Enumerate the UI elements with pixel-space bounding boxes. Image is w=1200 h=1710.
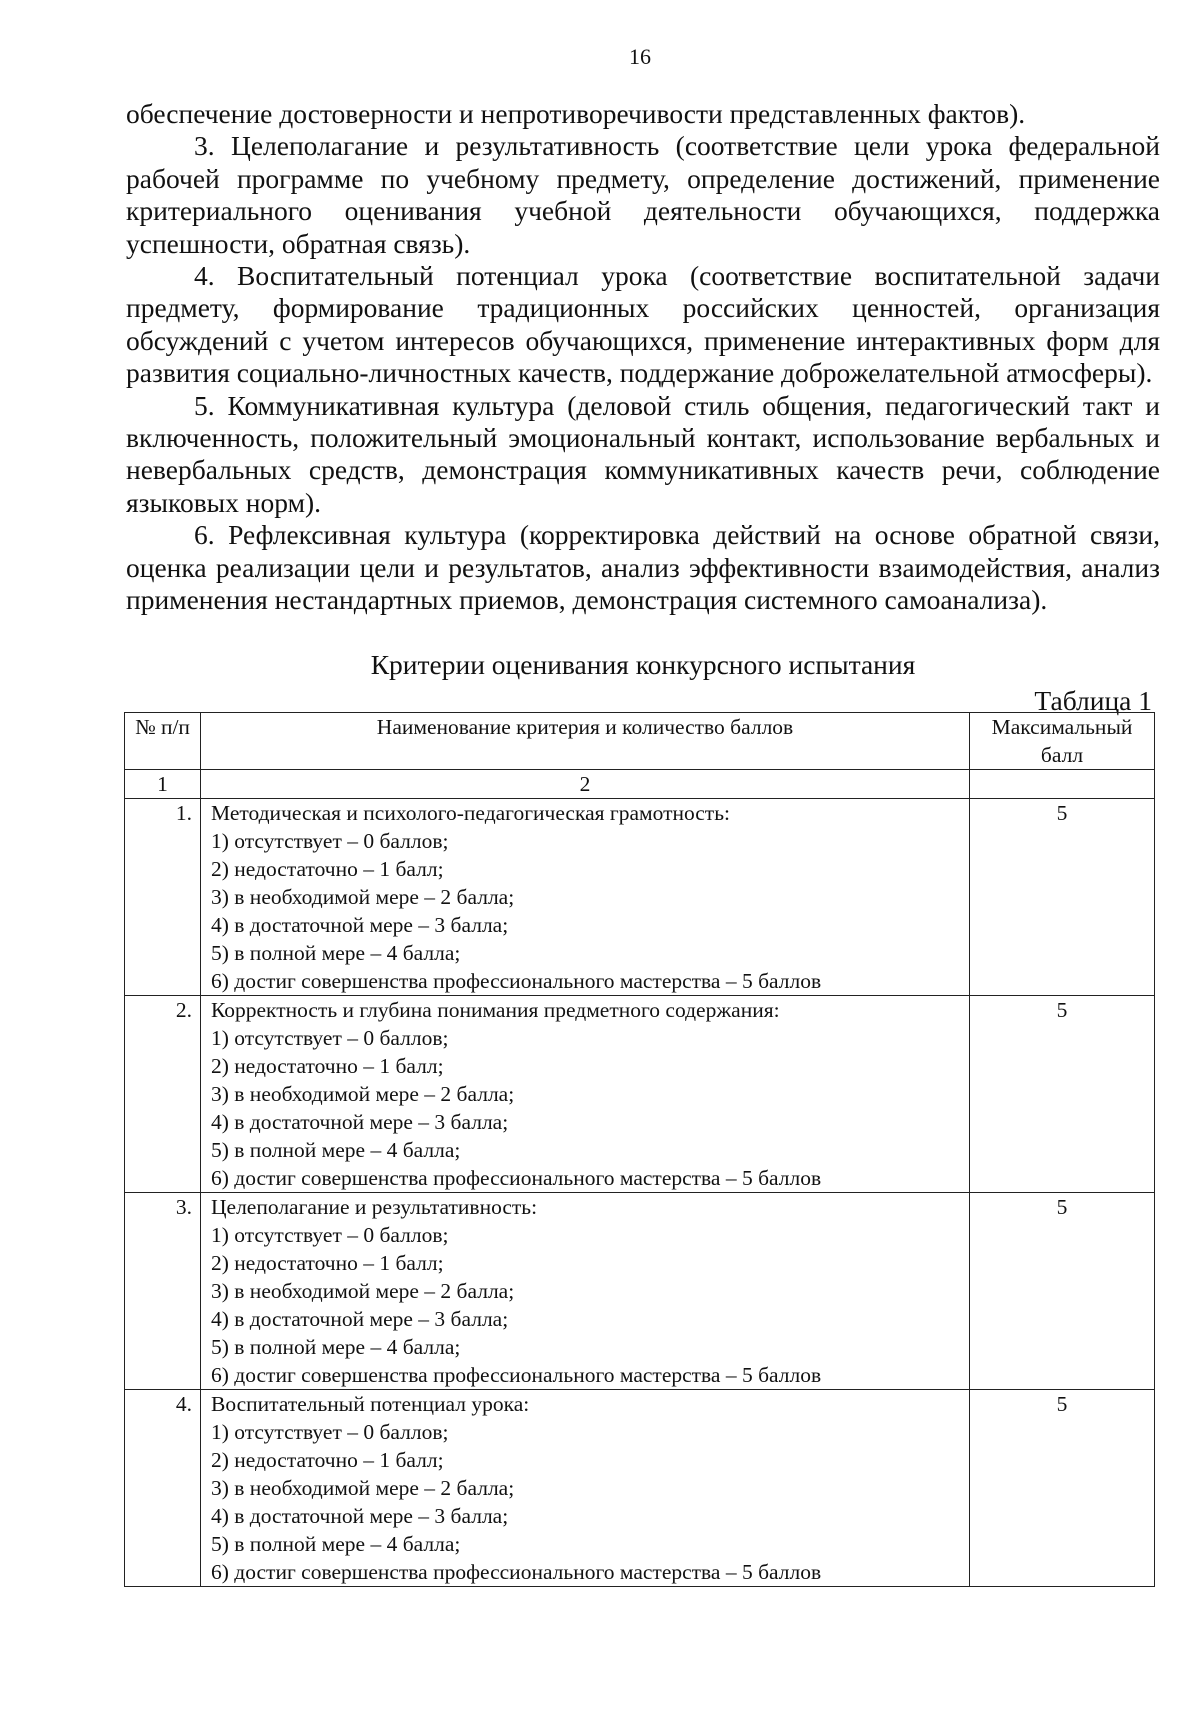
column-number: 1 [125,770,201,799]
criterion-title: Воспитательный потенциал урока: [211,1392,530,1416]
paragraph: 4. Воспитательный потенциал урока (соответствие воспитательной задачи предмету, формирование традиционных российских ценностей, организация обсуждений с учетом интересов обучающихся, применение интерактивных форм для развития социально-личностных качеств, поддержание доброжелательной атмосферы). [126,260,1160,389]
criterion-number: 3. [125,1193,201,1390]
criterion-option: 5) в полной мере – 4 балла; [211,1138,461,1162]
criterion-option: 4) в достаточной мере – 3 балла; [211,913,509,937]
criterion-option: 2) недостаточно – 1 балл; [211,857,444,881]
table-row [125,1390,1155,1587]
criterion-option: 2) недостаточно – 1 балл; [211,1054,444,1078]
header-max-score: Максимальный балл [970,713,1155,770]
criterion-option: 6) достиг совершенства профессионального мастерства – 5 баллов [211,1560,822,1584]
criterion-option: 1) отсутствует – 0 баллов; [211,1420,449,1444]
criterion-option: 5) в полной мере – 4 балла; [211,1532,461,1556]
criterion-number: 1. [125,799,201,996]
table-label: Таблица 1 [1034,685,1152,716]
paragraph: 5. Коммуникативная культура (деловой стиль общения, педагогический такт и включенность, положительный эмоциональный контакт, использование вербальных и невербальных средств, демонстрация коммуникативных качеств речи, соблюдение языковых норм). [126,389,1160,518]
paragraph: 6. Рефлексивная культура (корректировка действий на основе обратной связи, оценка реализации цели и результатов, анализ эффективности взаимодействия, анализ применения нестандартных приемов, демонстрация системного самоанализа). [126,519,1160,616]
column-number [970,770,1155,799]
criterion-option: 5) в полной мере – 4 балла; [211,1335,461,1359]
criteria-table [124,712,1155,1587]
criterion-description [201,799,970,996]
criterion-number: 4. [125,1390,201,1587]
criterion-option: 6) достиг совершенства профессионального мастерства – 5 баллов [211,1363,822,1387]
header-criterion: Наименование критерия и количество баллов [201,713,970,770]
column-number: 2 [201,770,970,799]
criterion-option: 3) в необходимой мере – 2 балла; [211,1082,515,1106]
table-header-row [125,713,1155,770]
criterion-description [201,1193,970,1390]
criterion-max-score: 5 [970,996,1155,1193]
criterion-option: 3) в необходимой мере – 2 балла; [211,1476,515,1500]
criterion-max-score: 5 [970,1390,1155,1587]
criterion-option: 2) недостаточно – 1 балл; [211,1251,444,1275]
criterion-option: 4) в достаточной мере – 3 балла; [211,1504,509,1528]
header-number: № п/п [125,713,201,770]
criterion-description [201,996,970,1193]
criterion-title: Целеполагание и результативность: [211,1195,538,1219]
table-title: Критерии оценивания конкурсного испытания [370,649,916,680]
column-numbering-row [125,770,1155,799]
criterion-number: 2. [125,996,201,1193]
criterion-option: 3) в необходимой мере – 2 балла; [211,1279,515,1303]
paragraph: 3. Целеполагание и результативность (соответствие цели урока федеральной рабочей программе по учебному предмету, определение достижений, применение критериального оценивания учебной деятельности обучающихся, поддержка успешности, обратная связь). [126,130,1160,259]
paragraph: обеспечение достоверности и непротиворечивости представленных фактов). [126,98,1026,129]
body-text [126,98,1160,617]
table-row [125,799,1155,996]
criterion-option: 1) отсутствует – 0 баллов; [211,829,449,853]
criterion-title: Корректность и глубина понимания предметного содержания: [211,998,780,1022]
table-row [125,996,1155,1193]
page-number: 16 [629,44,651,69]
criterion-option: 5) в полной мере – 4 балла; [211,941,461,965]
table-row [125,1193,1155,1390]
criterion-option: 6) достиг совершенства профессионального мастерства – 5 баллов [211,1166,822,1190]
criterion-title: Методическая и психолого-педагогическая грамотность: [211,801,730,825]
criterion-option: 1) отсутствует – 0 баллов; [211,1223,449,1247]
criterion-option: 1) отсутствует – 0 баллов; [211,1026,449,1050]
criterion-option: 2) недостаточно – 1 балл; [211,1448,444,1472]
criterion-option: 3) в необходимой мере – 2 балла; [211,885,515,909]
criterion-description [201,1390,970,1587]
criterion-max-score: 5 [970,1193,1155,1390]
criterion-option: 4) в достаточной мере – 3 балла; [211,1110,509,1134]
criterion-option: 4) в достаточной мере – 3 балла; [211,1307,509,1331]
criterion-option: 6) достиг совершенства профессионального мастерства – 5 баллов [211,969,822,993]
criterion-max-score: 5 [970,799,1155,996]
